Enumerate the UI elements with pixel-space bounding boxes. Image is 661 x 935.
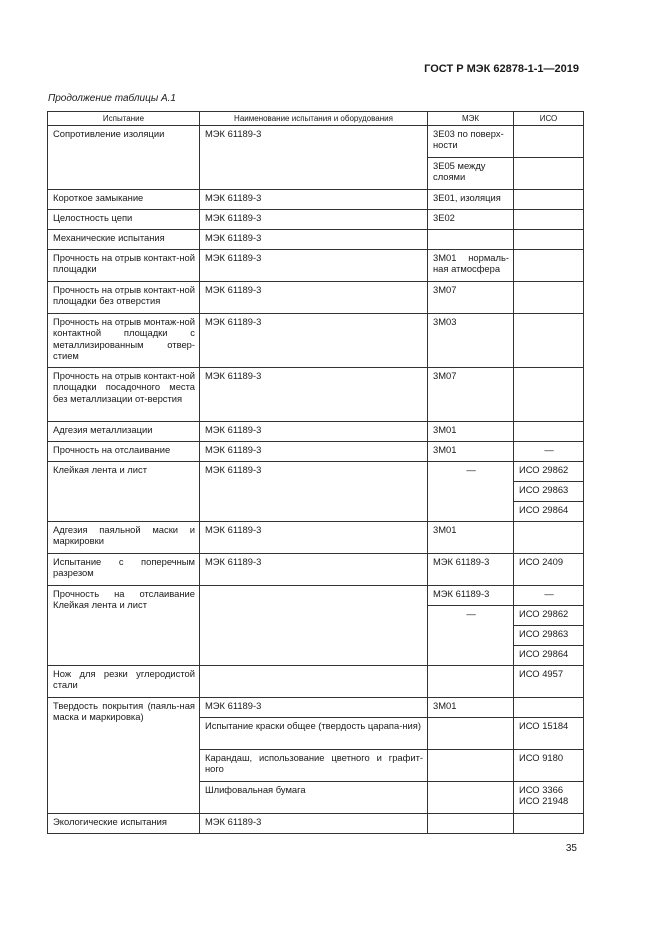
col-header-test: Испытание [48, 112, 200, 126]
cell-iso [514, 190, 584, 210]
iso-line: ИСО 21948 [519, 795, 569, 807]
cell-iec: 3М01 [428, 422, 514, 442]
cell-iso: ИСО 29864 [514, 646, 584, 666]
cell-name: МЭК 61189-3 [200, 282, 428, 314]
cell-iec: 3Е05 между слоями [428, 158, 514, 190]
cell-test: Нож для резки углеродистой стали [48, 666, 200, 698]
table-row [48, 282, 584, 314]
table-row [48, 522, 584, 554]
table-row [48, 190, 584, 210]
cell-test: Прочность на отрыв контакт-ной площадки без отверстия [48, 282, 200, 314]
cell-name: МЭК 61189-3 [200, 230, 428, 250]
cell-test: Целостность цепи [48, 210, 200, 230]
cell-test: Испытание с поперечным разрезом [48, 554, 200, 586]
cell-name: МЭК 61189-3 [200, 422, 428, 442]
cell-test: Прочность на отрыв контакт-ной площадки посадочного места без металлизации от-верстия [48, 368, 200, 422]
cell-name: МЭК 61189-3 [200, 698, 428, 718]
cell-iec [428, 782, 514, 814]
table-row [48, 666, 584, 698]
cell-iec: 3М03 [428, 314, 514, 368]
cell-test: Сопротивление изоляции [48, 126, 200, 190]
cell-iso [514, 698, 584, 718]
cell-iec [428, 230, 514, 250]
cell-test: Прочность на отслаивание [48, 442, 200, 462]
cell-test: Короткое замыкание [48, 190, 200, 210]
cell-iso: ИСО 29863 [514, 626, 584, 646]
cell-name: МЭК 61189-3 [200, 554, 428, 586]
cell-iec: 3М01 [428, 698, 514, 718]
cell-test: Механические испытания [48, 230, 200, 250]
cell-iso: ИСО 15184 [514, 718, 584, 750]
cell-iec: 3М01 [428, 442, 514, 462]
cell-name: МЭК 61189-3 [200, 462, 428, 522]
table-row [48, 442, 584, 462]
cell-iec: — [428, 462, 514, 522]
cell-iso [514, 126, 584, 158]
cell-iso [514, 368, 584, 422]
table-row [48, 210, 584, 230]
cell-iso [514, 782, 584, 814]
table-row [48, 250, 584, 282]
table-row [48, 554, 584, 586]
cell-iso: — [514, 586, 584, 606]
table-header-row [48, 112, 584, 126]
cell-name: Испытание краски общее (твердость царапа-ния) [200, 718, 428, 750]
cell-name: МЭК 61189-3 [200, 314, 428, 368]
cell-iec [428, 814, 514, 834]
cell-iso [514, 814, 584, 834]
cell-iec: 3Е02 [428, 210, 514, 230]
cell-test: Прочность на отрыв контакт-ной площадки [48, 250, 200, 282]
cell-iso: ИСО 9180 [514, 750, 584, 782]
cell-iec: 3М07 [428, 368, 514, 422]
cell-iec: МЭК 61189-3 [428, 554, 514, 586]
cell-name: МЭК 61189-3 [200, 126, 428, 190]
cell-iso: ИСО 29864 [514, 502, 584, 522]
cell-name: МЭК 61189-3 [200, 368, 428, 422]
cell-test: Адгезия металлизации [48, 422, 200, 442]
table-row [48, 230, 584, 250]
col-header-iec: МЭК [428, 112, 514, 126]
cell-iso [514, 522, 584, 554]
cell-iec: — [428, 606, 514, 666]
table-row [48, 462, 584, 482]
cell-test: Адгезия паяльной маски и маркировки [48, 522, 200, 554]
table-row [48, 698, 584, 718]
table-row [48, 586, 584, 606]
cell-iec: 3М01 нормаль-ная атмосфера [428, 250, 514, 282]
cell-name: МЭК 61189-3 [200, 250, 428, 282]
cell-iso: ИСО 29862 [514, 462, 584, 482]
cell-test: Твердость покрытия (паяль-ная маска и маркировка) [48, 698, 200, 814]
cell-test: Прочность на отслаивание Клейкая лента и лист [48, 586, 200, 666]
col-header-name: Наименование испытания и оборудования [200, 112, 428, 126]
cell-iso [514, 422, 584, 442]
cell-name [200, 586, 428, 666]
cell-iso [514, 230, 584, 250]
table-row [48, 314, 584, 368]
col-header-iso: ИСО [514, 112, 584, 126]
cell-name: Шлифовальная бумага [200, 782, 428, 814]
table-row [48, 814, 584, 834]
cell-name: МЭК 61189-3 [200, 190, 428, 210]
cell-test: Клейкая лента и лист [48, 462, 200, 522]
cell-iso [514, 158, 584, 190]
cell-iso [514, 210, 584, 230]
cell-iso: ИСО 29863 [514, 482, 584, 502]
cell-iec: 3М01 [428, 522, 514, 554]
cell-name [200, 666, 428, 698]
cell-iso [514, 250, 584, 282]
iso-line: ИСО 3366 [519, 784, 564, 796]
cell-name: МЭК 61189-3 [200, 442, 428, 462]
cell-iso: — [514, 442, 584, 462]
standards-table [47, 111, 584, 834]
cell-iec: 3М07 [428, 282, 514, 314]
document-code: ГОСТ Р МЭК 62878-1-1—2019 [424, 63, 579, 75]
cell-test: Прочность на отрыв монтаж-ной контактной площадки с металлизированным отвер-стием [48, 314, 200, 368]
cell-iec [428, 718, 514, 750]
cell-name: МЭК 61189-3 [200, 210, 428, 230]
cell-iec [428, 666, 514, 698]
table-row [48, 422, 584, 442]
page-number: 35 [565, 843, 577, 854]
cell-name: МЭК 61189-3 [200, 522, 428, 554]
cell-name: Карандаш, использование цветного и графит-ного [200, 750, 428, 782]
cell-iso [514, 282, 584, 314]
cell-iec [428, 750, 514, 782]
cell-name: МЭК 61189-3 [200, 814, 428, 834]
cell-test: Экологические испытания [48, 814, 200, 834]
cell-iec: 3Е03 по поверх-ности [428, 126, 514, 158]
cell-iso: ИСО 29862 [514, 606, 584, 626]
cell-iso: ИСО 4957 [514, 666, 584, 698]
cell-iso: ИСО 2409 [514, 554, 584, 586]
cell-iec: 3Е01, изоляция [428, 190, 514, 210]
table-row [48, 126, 584, 158]
cell-iso [514, 314, 584, 368]
table-row [48, 368, 584, 422]
table-caption: Продолжение таблицы А.1 [48, 93, 176, 104]
cell-iec: МЭК 61189-3 [428, 586, 514, 606]
